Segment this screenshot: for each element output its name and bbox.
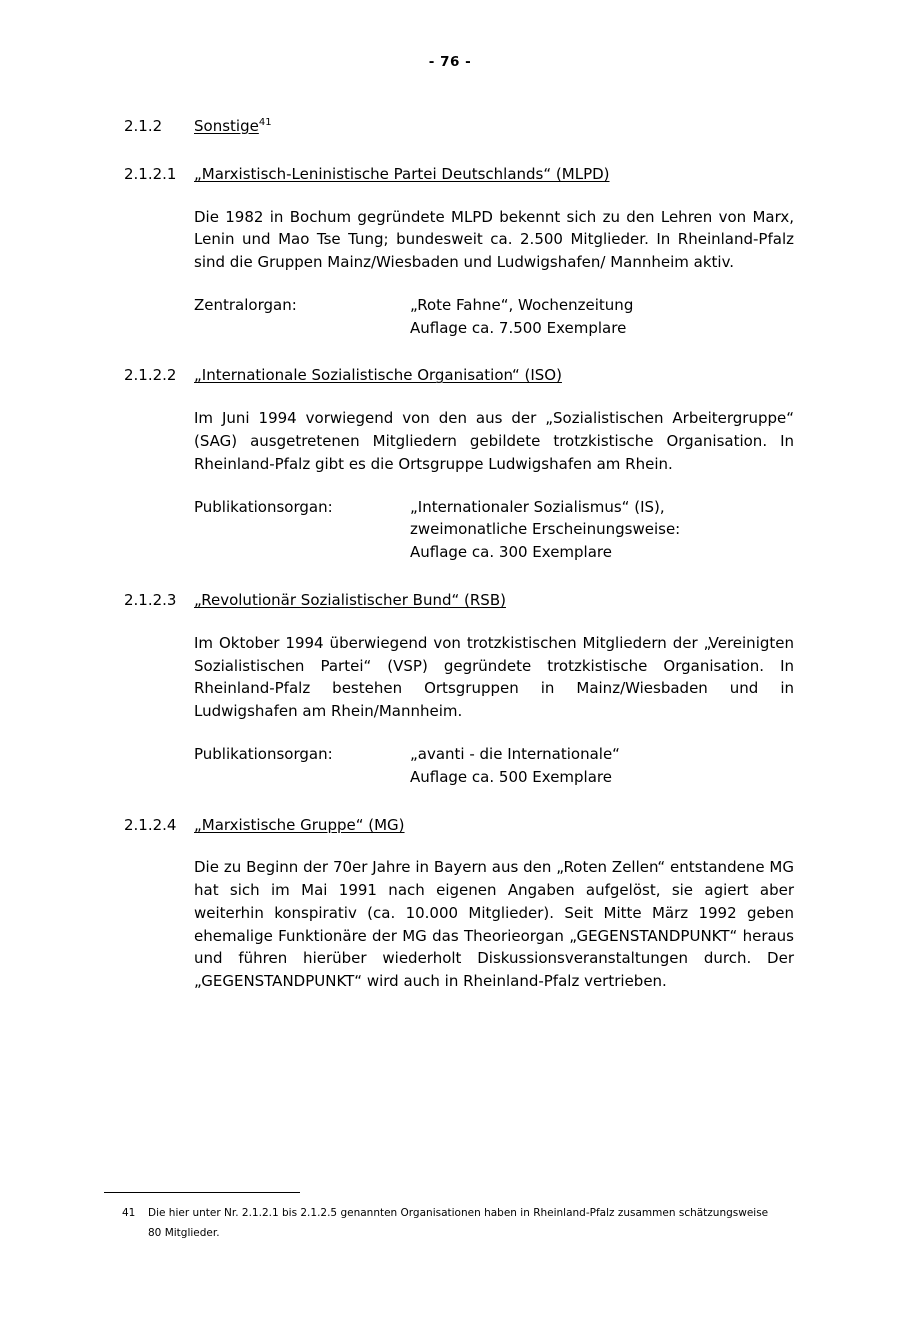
spacer [124,836,794,856]
section-body: Im Oktober 1994 überwiegend von trotzkistischen Mitgliedern der „Vereinigten Sozialistischen Partei“ (VSP) gegründete trotzkistische Organisation. In Rheinland-Pfalz bestehen Ortsgruppen in Mainz/Wiesbaden und in Ludwigshafen am Rhein/Mannheim. [194,633,794,721]
organ-value [410,743,794,789]
spacer [124,789,794,815]
organ-line: Auflage ca. 300 Exemplare [410,543,612,562]
section-body: Die zu Beginn der 70er Jahre in Bayern aus den „Roten Zellen“ entstandene MG hat sich im Mai 1991 nach eigenen Angaben aufgelöst, sie agiert aber weiterhin konspirativ (ca. 10.000 Mitglieder). Seit Mitte März 1992 geben ehemalige Funktionäre der MG das Theorieorgan „GEGENSTANDPUNKT“ heraus und führen hierüber wiederholt Diskussionsveranstaltungen durch. Der „GEGENSTANDPUNKT“ wird auch in Rheinland-Pfalz vertrieben. [194,858,794,991]
footnote-marker: 41 [258,117,272,128]
spacer [124,476,794,496]
section-body: Die 1982 in Bochum gegründete MLPD bekennt sich zu den Lehren von Marx, Lenin und Mao Tse Tung; bundesweit ca. 2.500 Mitglieder. In Rheinland-Pfalz sind die Gruppen Mainz/Wiesbaden und Ludwigshafen/ Mannheim aktiv. [194,207,794,272]
organ-block [194,294,794,340]
section-number: 2.1.2.1 [124,164,177,183]
organ-label: Publikationsorgan: [194,497,333,516]
organ-value [410,294,794,340]
section-number: 2.1.2.2 [124,366,177,385]
organ-line: „Rote Fahne“, Wochenzeitung [410,295,634,314]
section-body: Im Juni 1994 vorwiegend von den aus der „Sozialistischen Arbeitergruppe“ (SAG) ausgetretenen Mitgliedern gebildete trotzkistische Organisation. In Rheinland-Pfalz gibt es die Ortsgruppe Ludwigshafen am Rhein. [194,409,794,473]
organ-line: Auflage ca. 7.500 Exemplare [410,318,627,337]
organ-value [410,496,794,564]
organ-block [194,743,794,789]
section-title: „Marxistisch-Leninistische Partei Deutschlands“ (MLPD) [194,164,610,183]
section-heading-2-1-2-4 [124,815,794,837]
section-number: 2.1.2 [124,117,163,135]
organ-line: „Internationaler Sozialismus“ (IS), [410,497,665,516]
footnote-area [104,1192,794,1244]
section-number: 2.1.2.3 [124,591,177,610]
document-page [0,54,900,1327]
spacer [124,612,794,632]
spacer [124,723,794,743]
organ-label: Publikationsorgan: [194,744,333,763]
page-number: - 76 - [428,54,472,70]
page-content [0,116,900,993]
spacer [124,138,794,164]
section-title-text: Sonstige [194,117,259,135]
footnote-number: 41 [122,1207,136,1219]
spacer [124,274,794,294]
section-title: „Marxistische Gruppe“ (MG) [194,815,405,834]
organ-block [194,496,794,564]
section-number: 2.1.2.4 [124,815,177,834]
section-title: „Revolutionär Sozialistischer Bund“ (RSB) [194,591,506,610]
section-heading-2-1-2-3 [124,590,794,612]
spacer [124,339,794,365]
organ-label: Zentralorgan: [194,295,297,314]
section-title: „Internationale Sozialistische Organisation“ (ISO) [194,366,562,385]
section-heading-2-1-2 [124,116,794,138]
section-heading-2-1-2-2 [124,365,794,387]
spacer [124,186,794,206]
spacer [124,387,794,407]
footnote-divider [104,1192,300,1193]
footnote [104,1204,794,1244]
organ-line: „avanti - die Internationale“ [410,744,620,763]
spacer [124,564,794,590]
section-heading-2-1-2-1 [124,164,794,186]
footnote-text: Die hier unter Nr. 2.1.2.1 bis 2.1.2.5 genannten Organisationen haben in Rheinland-Pfalz zusammen schätzungsweise 80 Mitglieder. [148,1207,769,1239]
organ-line: Auflage ca. 500 Exemplare [410,767,612,786]
section-title [194,116,272,138]
organ-line: zweimonatliche Erscheinungsweise: [410,520,681,539]
